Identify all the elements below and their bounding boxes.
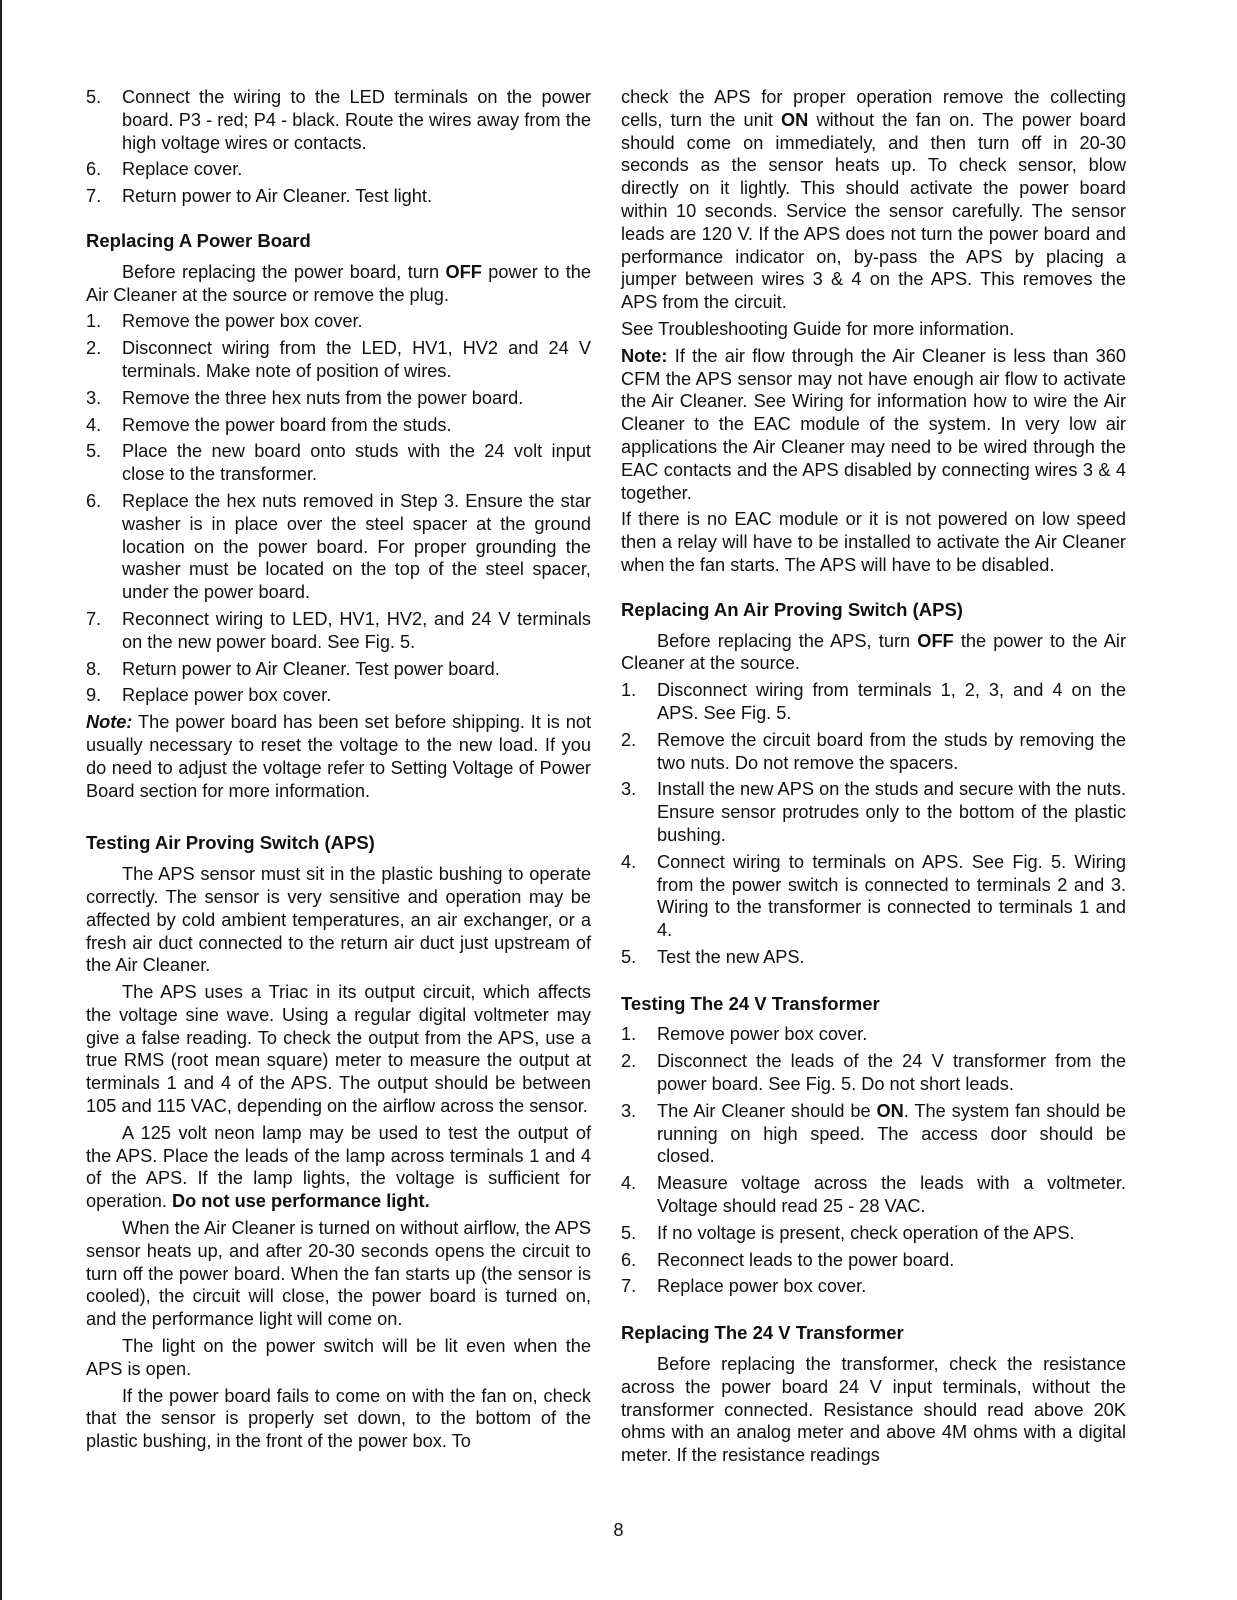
heading-replacing-aps: Replacing An Air Proving Switch (APS)	[621, 598, 963, 620]
led-wiring-steps	[86, 86, 591, 208]
paragraph: The APS uses a Triac in its output circuit, which affects the voltage sine wave. Using a regular digital voltmeter may give a false reading. To check the output from the APS, use a true RMS (root mean square) meter to measure the output at terminals 1 and 4 of the APS. The output should be between 105 and 115 VAC, depending on the airflow across the sensor.	[86, 982, 591, 1117]
left-column	[86, 86, 591, 1457]
paragraph: Before replacing the power board, turn OFF power to the Air Cleaner at the source or remove the plug.	[86, 261, 591, 305]
paragraph: If the power board fails to come on with the fan on, check that the sensor is properly set down, to the bottom of the plastic bushing, in the front of the power box. To	[86, 1385, 591, 1452]
list-item: 6. Replace cover.	[86, 159, 243, 180]
list-item: 8. Return power to Air Cleaner. Test power board.	[86, 658, 500, 679]
testing-transformer-steps	[621, 1023, 1126, 1298]
list-item: 1. Remove power box cover.	[621, 1024, 868, 1045]
paragraph: The APS sensor must sit in the plastic bushing to operate correctly. The sensor is very sensitive and operation may be affected by cold ambient temperatures, an air exchanger, or a fresh air duct connected to the return air duct just upstream of the Air Cleaner.	[86, 864, 591, 976]
list-item: 3. Install the new APS on the studs and secure with the nuts. Ensure sensor protrudes only to the bottom of the plastic bushing.	[621, 779, 1126, 845]
paragraph: If there is no EAC module or it is not powered on low speed then a relay will have to be installed to activate the Air Cleaner when the fan starts. The APS will have to be disabled.	[621, 509, 1126, 575]
replacing-aps-steps	[621, 679, 1126, 969]
right-column	[621, 86, 1126, 1471]
paragraph: Before replacing the APS, turn OFF the power to the Air Cleaner at the source.	[621, 630, 1126, 674]
list-item: 7. Return power to Air Cleaner. Test light.	[86, 186, 433, 207]
heading-testing-aps: Testing Air Proving Switch (APS)	[86, 832, 375, 854]
list-item: 6. Reconnect leads to the power board.	[621, 1249, 955, 1270]
list-item: 3. Remove the three hex nuts from the power board.	[86, 387, 524, 408]
list-item: 6. Replace the hex nuts removed in Step 3. Ensure the star washer is in place over the steel spacer at the ground location on the power board. For proper grounding the washer must be located on the top of the steel spacer, under the power board.	[86, 490, 591, 603]
heading-replacing-transformer: Replacing The 24 V Transformer	[621, 1322, 904, 1344]
list-item: 5. Test the new APS.	[621, 946, 805, 967]
heading-replacing-power-board: Replacing A Power Board	[86, 229, 311, 251]
page-edge	[0, 0, 2, 1600]
paragraph: When the Air Cleaner is turned on without airflow, the APS sensor heats up, and after 20-30 seconds opens the circuit to turn off the power board. When the fan starts up (the sensor is cooled), the circuit will close, the power board is turned on, and the performance light will come on.	[86, 1218, 591, 1330]
list-item: 3. The Air Cleaner should be ON. The system fan should be running on high speed. The access door should be closed.	[621, 1100, 1126, 1167]
note-paragraph: Note: If the air flow through the Air Cleaner is less than 360 CFM the APS sensor may not have enough air flow to activate the Air Cleaner. See Wiring for information how to wire the Air Cleaner to the EAC module of the system. In very low air applications the Air Cleaner may need to be wired through the EAC contacts and the APS disabled by connecting wires 3 & 4 together.	[621, 345, 1126, 503]
paragraph: The light on the power switch will be lit even when the APS is open.	[86, 1336, 591, 1379]
list-item: 5. If no voltage is present, check operation of the APS.	[621, 1222, 1075, 1243]
list-item: 7. Replace power box cover.	[621, 1276, 867, 1297]
list-item: 7. Reconnect wiring to LED, HV1, HV2, and 24 V terminals on the new power board. See Fig. 5.	[86, 608, 591, 652]
list-item: 1. Disconnect wiring from terminals 1, 2, 3, and 4 on the APS. See Fig. 5.	[621, 680, 1126, 723]
list-item: 5. Connect the wiring to the LED terminals on the power board. P3 - red; P4 - black. Route the wires away from the high voltage wires or contacts.	[86, 87, 591, 153]
list-item: 9. Replace power box cover.	[86, 685, 332, 706]
list-item: 1. Remove the power box cover.	[86, 311, 363, 332]
heading-testing-transformer: Testing The 24 V Transformer	[621, 992, 880, 1014]
page-number: 8	[613, 1520, 624, 1540]
list-item: 5. Place the new board onto studs with the 24 volt input close to the transformer.	[86, 441, 591, 485]
paragraph: See Troubleshooting Guide for more information.	[621, 318, 1015, 339]
list-item: 4. Remove the power board from the studs.	[86, 414, 452, 435]
list-item: 2. Remove the circuit board from the studs by removing the two nuts. Do not remove the spacers.	[621, 729, 1126, 773]
paragraph: A 125 volt neon lamp may be used to test the output of the APS. Place the leads of the lamp across terminals 1 and 4 of the APS. If the lamp lights, the voltage is sufficient for operation. Do not use performance light.	[86, 1122, 591, 1212]
note-paragraph: Note: The power board has been set before shipping. It is not usually necessary to reset the voltage to the new load. If you do need to adjust the voltage refer to Setting Voltage of Power Board section for more information.	[86, 712, 591, 801]
power-board-steps	[86, 310, 591, 707]
paragraph: Before replacing the transformer, check the resistance across the power board 24 V input terminals, without the transformer connected. Resistance should read above 20K ohms with an analog meter and above 4M ohms with a digital meter. If the resistance readings	[621, 1354, 1126, 1466]
paragraph: check the APS for proper operation remove the collecting cells, turn the unit ON without the fan on. The power board should come on immediately, and then turn off in 20-30 seconds as the sensor heats up. To check sensor, blow directly on it lightly. This should activate the power board within 10 seconds. Service the sensor carefully. The sensor leads are 120 V. If the APS does not turn the power board and performance indicator on, by-pass the APS by placing a jumper between wires 3 & 4 on the APS. This removes the APS from the circuit.	[621, 87, 1126, 313]
list-item: 2. Disconnect the leads of the 24 V transformer from the power board. See Fig. 5. Do not short leads.	[621, 1051, 1126, 1095]
list-item: 2. Disconnect wiring from the LED, HV1, HV2 and 24 V terminals. Make note of position of wires.	[86, 338, 591, 381]
list-item: 4. Connect wiring to terminals on APS. See Fig. 5. Wiring from the power switch is connected to terminals 2 and 3. Wiring to the transformer is connected to terminals 1 and 4.	[621, 851, 1126, 941]
list-item: 4. Measure voltage across the leads with a voltmeter. Voltage should read 25 - 28 VAC.	[621, 1173, 1126, 1217]
